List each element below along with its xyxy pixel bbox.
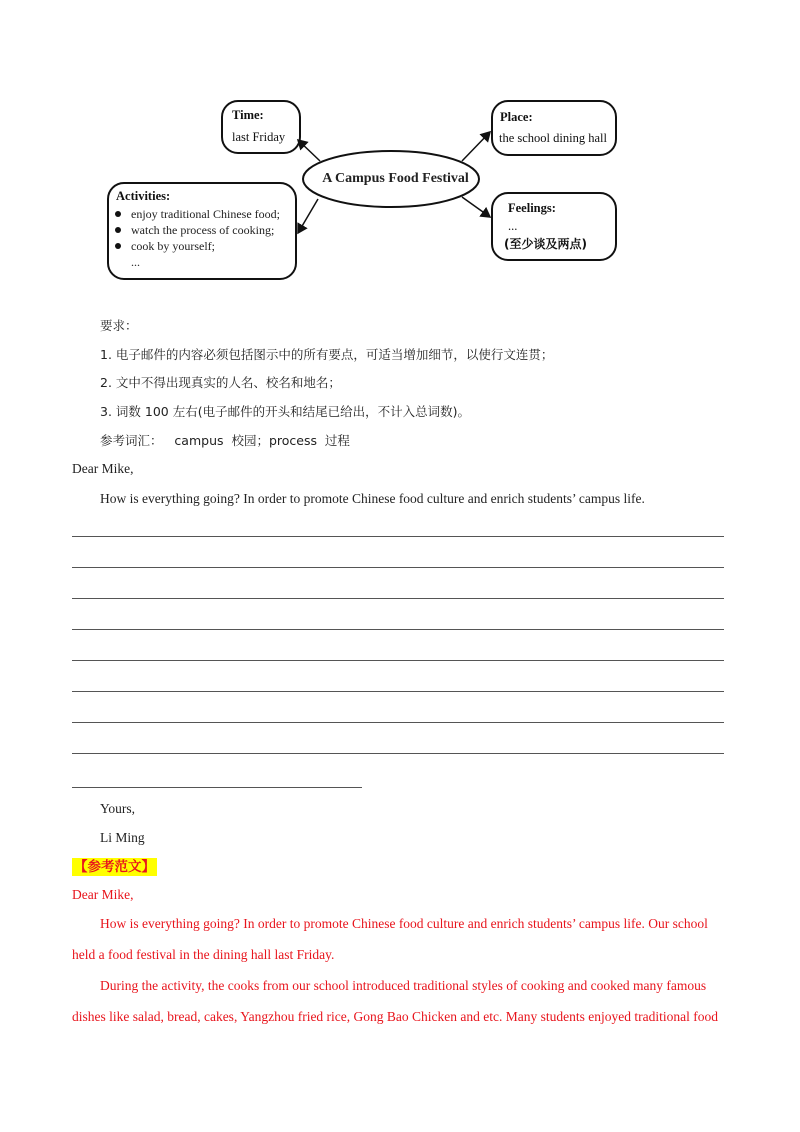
writing-line[interactable] [72,722,724,723]
writing-line[interactable] [72,787,362,788]
letter-signature: Li Ming [100,830,145,845]
feelings-more: ... [508,219,518,233]
activity-item: cook by yourself; [114,238,280,254]
letter-opening: How is everything going? In order to promote Chinese food culture and enrich students’ campus life. [100,491,645,506]
writing-line[interactable] [72,598,724,599]
sample-line: During the activity, the cooks from our school introduced traditional styles of cooking and cooked many famous [100,978,707,993]
activities-label: Activities: [116,189,171,203]
writing-line[interactable] [72,536,724,537]
sample-line: held a food festival in the dining hall last Friday. [72,947,335,962]
activity-more: ... [131,255,140,269]
vocab-note: 参考词汇： campus 校园；process 过程 [100,433,350,448]
feelings-label: Feelings: [508,201,556,215]
writing-line[interactable] [72,567,724,568]
sample-greeting: Dear Mike, [72,887,134,902]
activity-item: enjoy traditional Chinese food; [114,206,280,222]
letter-closing: Yours, [100,801,136,816]
bullet-icon [115,243,121,249]
time-value: last Friday [232,130,286,144]
writing-line[interactable] [72,691,724,692]
activities-list [114,206,280,270]
writing-line[interactable] [72,753,724,754]
requirement-item: 1. 电子邮件的内容必须包括图示中的所有要点，可适当增加细节，以使行文连贯； [100,347,554,362]
letter-greeting: Dear Mike, [72,461,134,476]
requirement-item: 3. 词数 100 左右(电子邮件的开头和结尾已给出，不计入总词数)。 [100,404,470,419]
activity-item: watch the process of cooking; [114,222,280,238]
writing-line[interactable] [72,660,724,661]
mind-map-diagram [100,95,630,290]
sample-line: dishes like salad, bread, cakes, Yangzhou fried rice, Gong Bao Chicken and etc. Many students enjoyed traditional food [72,1009,718,1024]
sample-line: How is everything going? In order to promote Chinese food culture and enrich students’ campus life. Our school [100,916,708,931]
sample-tag: 【参考范文】 [74,859,155,875]
requirements-heading: 要求： [100,318,138,333]
place-label: Place: [500,110,533,124]
place-value: the school dining hall [499,131,607,145]
writing-line[interactable] [72,629,724,630]
center-title: A Campus Food Festival [322,171,469,186]
time-label: Time: [232,108,264,122]
feelings-note: (至少谈及两点) [504,237,587,251]
bullet-icon [115,211,121,217]
bullet-icon [115,227,121,233]
requirement-item: 2. 文中不得出现真实的人名、校名和地名； [100,375,341,390]
